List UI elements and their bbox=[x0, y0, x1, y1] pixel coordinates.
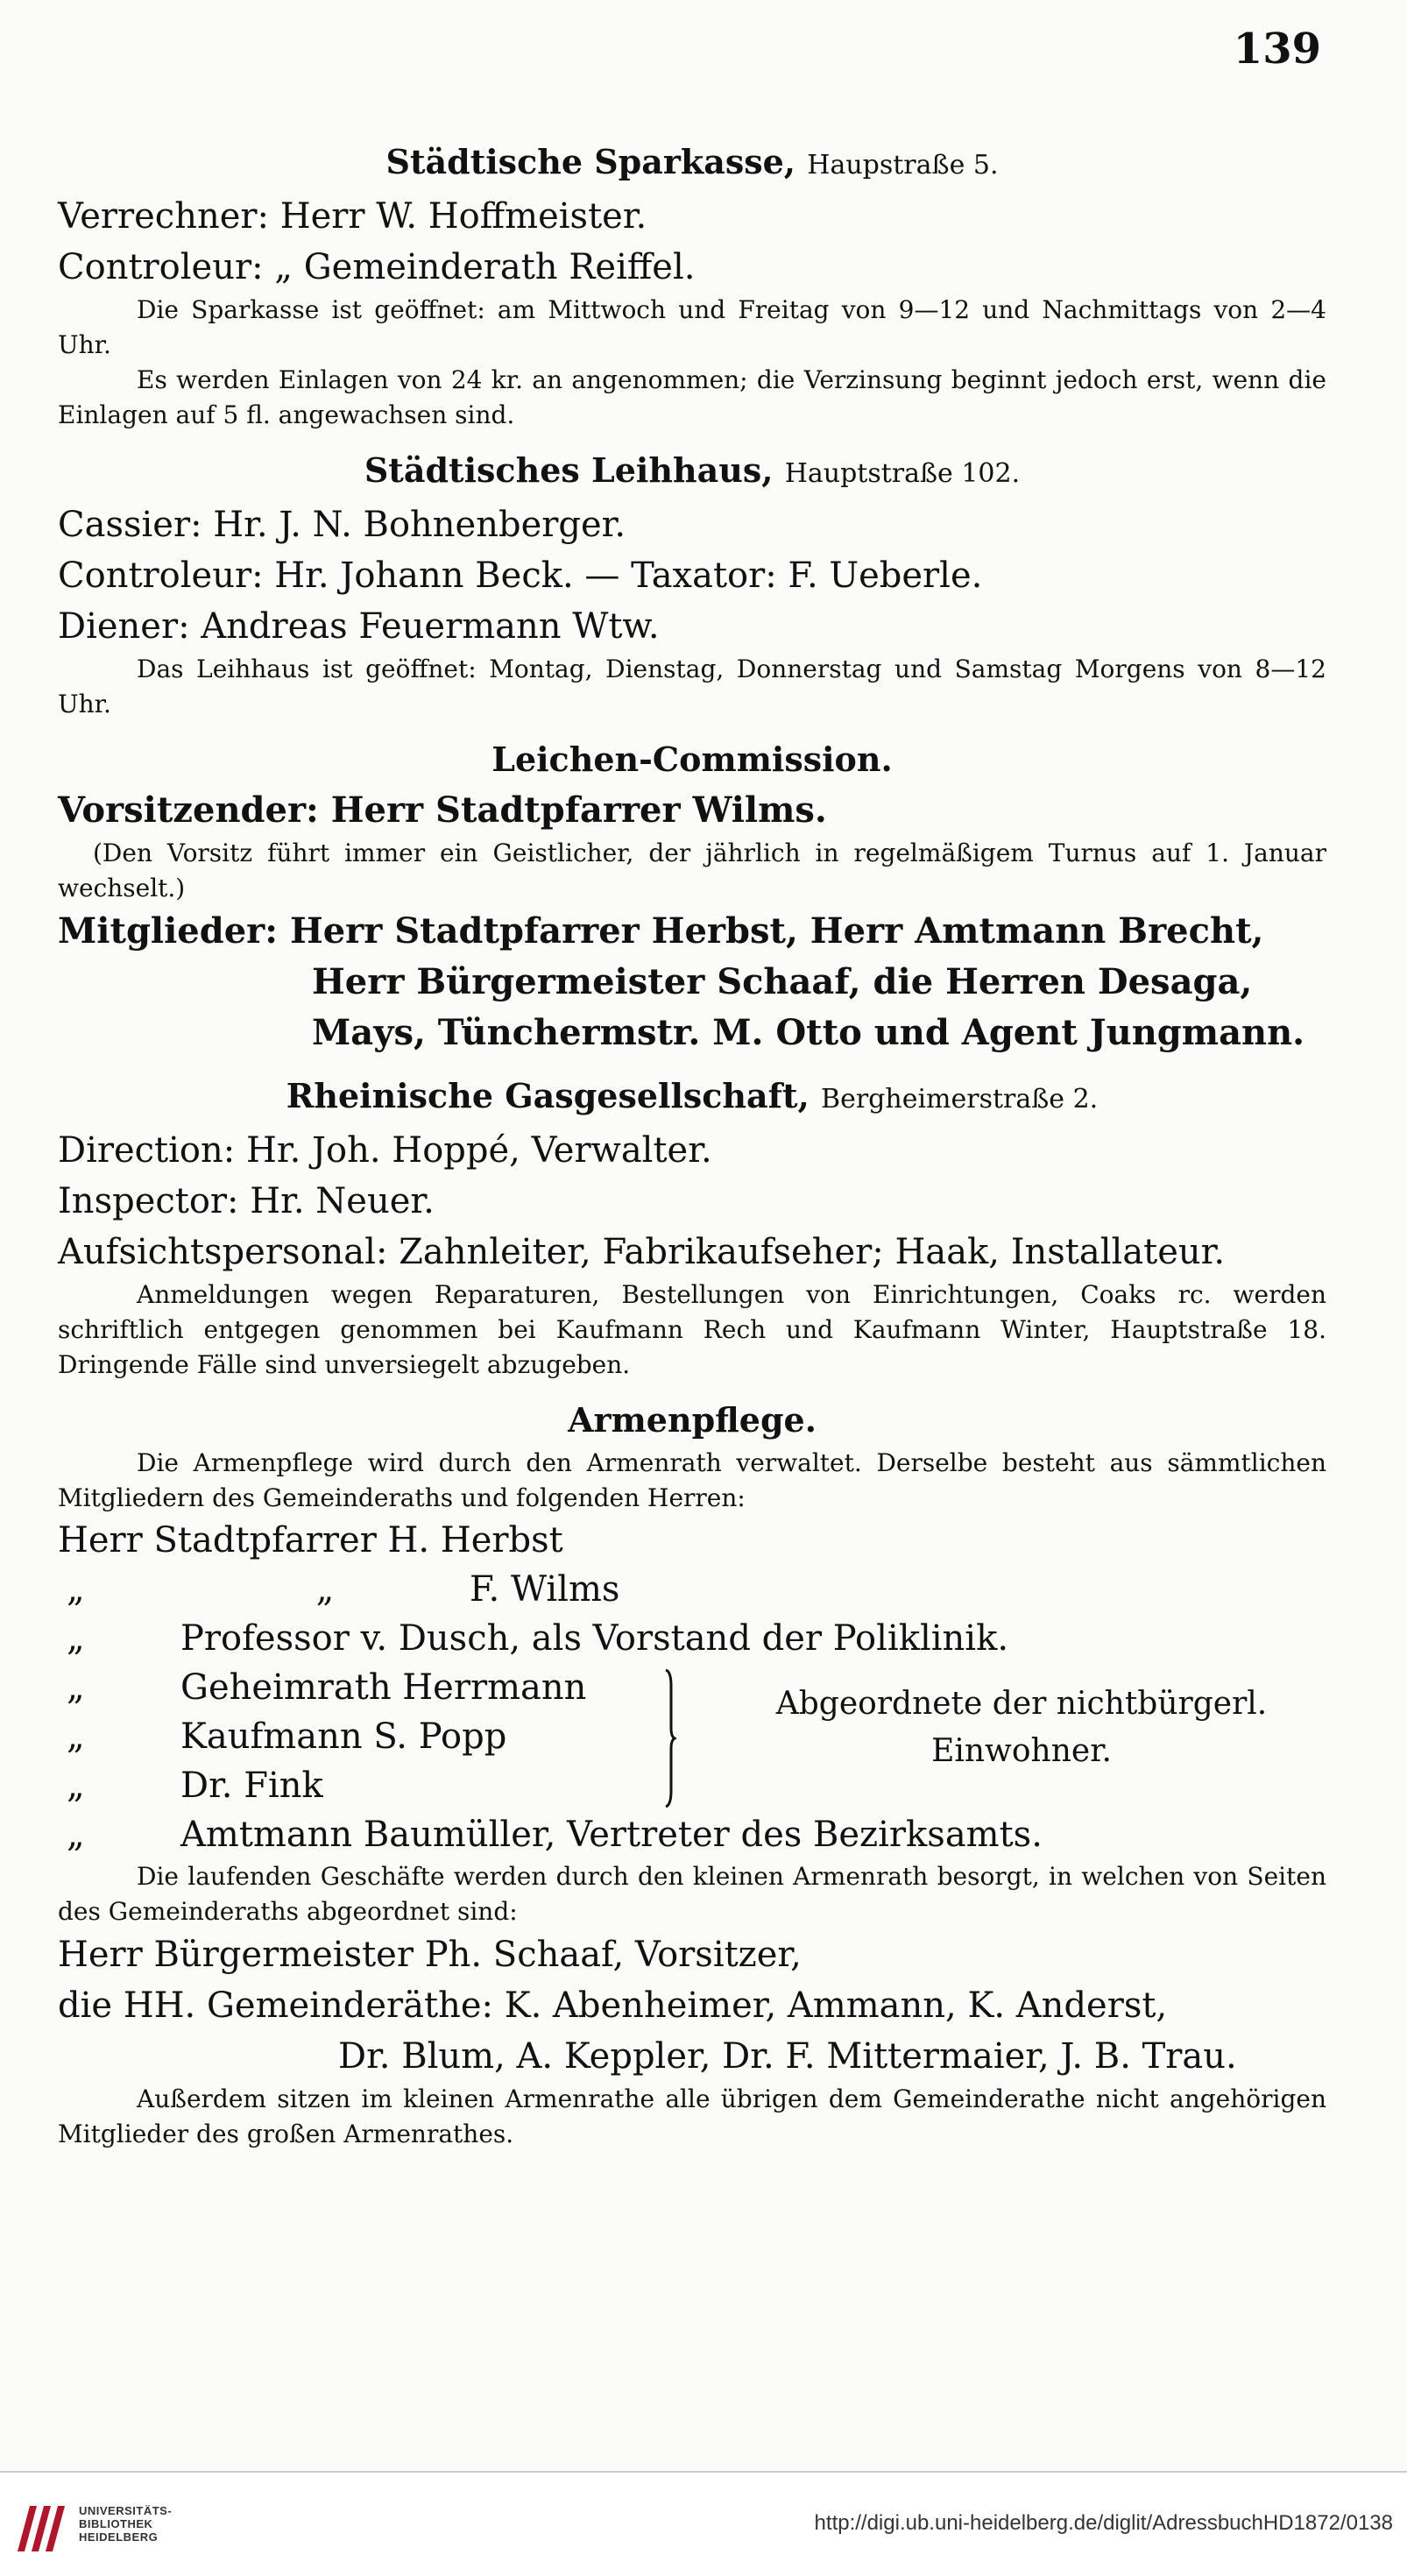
section-heading-leihhaus bbox=[58, 445, 1326, 499]
university-library-logo-icon bbox=[11, 2499, 72, 2557]
heading-title: Rheinische Gasgesellschaft, bbox=[286, 1076, 810, 1115]
armen-member: Amtmann Baumüller, Vertreter des Bezirksamts. bbox=[180, 1815, 1043, 1855]
armen-list-row bbox=[58, 1516, 1326, 1565]
heading-title: Armenpflege. bbox=[568, 1400, 817, 1440]
armen-member: Kaufmann S. Popp bbox=[180, 1716, 507, 1757]
ditto-mark: „ bbox=[67, 1569, 85, 1610]
armen-list-row bbox=[58, 1810, 1326, 1859]
gas-notice: Anmeldungen wegen Reparaturen, Bestellungen von Einrichtungen, Coaks rc. werden schriftlich entgegen genommen bei Kaufmann Rech und Kaufmann Winter, Hauptstraße 18. Dringende Fälle sind unversiegelt abzugeben. bbox=[58, 1280, 1326, 1379]
page-number: 139 bbox=[1233, 25, 1321, 74]
armen-list-row bbox=[58, 1565, 1326, 1614]
armen-member: Herr Stadtpfarrer H. Herbst bbox=[58, 1520, 563, 1560]
section-heading-leichen bbox=[58, 734, 1326, 785]
leihhaus-cassier: Cassier: Hr. J. N. Bohnenberger. bbox=[58, 505, 626, 545]
gas-aufsicht: Aufsichtspersonal: Zahnleiter, Fabrikaufseher; Haak, Installateur. bbox=[58, 1232, 1226, 1272]
ditto-mark: „ bbox=[67, 1716, 85, 1757]
armen-vorsitzer: Herr Bürgermeister Ph. Schaaf, Vorsitzer, bbox=[58, 1935, 802, 1975]
library-name-line: BIBLIOTHEK bbox=[79, 2517, 153, 2530]
ditto-mark: „ bbox=[67, 1766, 85, 1806]
sparkasse-controleur: Controleur: „ Gemeinderath Reiffel. bbox=[58, 247, 696, 287]
heading-title: Leichen-Commission. bbox=[491, 740, 893, 779]
heading-title: Städtische Sparkasse, bbox=[385, 142, 796, 181]
heading-title: Städtisches Leihhaus, bbox=[364, 450, 774, 490]
armen-member: Geheimrath Herrmann bbox=[180, 1667, 587, 1708]
leihhaus-diener: Diener: Andreas Feuermann Wtw. bbox=[58, 606, 660, 647]
leichen-note: (Den Vorsitz führt immer ein Geistlicher, der jährlich in regelmäßigem Turnus auf 1. Januar wechselt.) bbox=[58, 839, 1326, 902]
armen-list-row bbox=[58, 1761, 586, 1810]
leihhaus-hours: Das Leihhaus ist geöffnet: Montag, Dienstag, Donnerstag und Samstag Morgens von 8—12 Uhr. bbox=[58, 655, 1326, 718]
leichen-vorsitzender: Vorsitzender: Herr Stadtpfarrer Wilms. bbox=[58, 789, 827, 831]
ditto-mark: „ bbox=[67, 1815, 85, 1855]
sparkasse-deposits: Es werden Einlagen von 24 kr. an angenommen; die Verzinsung beginnt jedoch erst, wenn die Einlagen auf 5 fl. angewachsen sind. bbox=[58, 365, 1326, 429]
heading-address: Haupstraße 5. bbox=[807, 150, 999, 180]
sparkasse-verrechner: Verrechner: Herr W. Hoffmeister. bbox=[58, 196, 647, 237]
ditto-mark: „ bbox=[67, 1618, 85, 1659]
heading-address: Hauptstraße 102. bbox=[784, 458, 1021, 489]
armen-member: F. Wilms bbox=[470, 1569, 620, 1610]
section-heading-sparkasse bbox=[58, 137, 1326, 191]
curly-brace-icon bbox=[662, 1668, 676, 1808]
armen-list-row bbox=[58, 1614, 1326, 1663]
armen-gemeinderaethe-2: Dr. Blum, A. Keppler, Dr. F. Mittermaier, J. B. Trau. bbox=[338, 2036, 1237, 2077]
armen-delegates-group bbox=[58, 1663, 1326, 1810]
armen-gemeinderaethe-1: die HH. Gemeinderäthe: K. Abenheimer, Ammann, K. Anderst, bbox=[58, 1985, 1168, 2026]
page-content bbox=[58, 131, 1326, 2152]
library-name bbox=[79, 2504, 172, 2544]
ditto-mark: „ bbox=[67, 1667, 85, 1708]
heading-address: Bergheimerstraße 2. bbox=[821, 1084, 1099, 1115]
group-label bbox=[697, 1681, 1346, 1775]
sparkasse-hours: Die Sparkasse ist geöffnet: am Mittwoch und Freitag von 9—12 und Nachmittags von 2—4 Uhr. bbox=[58, 295, 1326, 359]
armen-list-row bbox=[58, 1712, 586, 1761]
leihhaus-controleur: Controleur: Hr. Johann Beck. — Taxator: F. Ueberle. bbox=[58, 556, 983, 596]
ditto-mark: „ bbox=[315, 1569, 335, 1610]
armen-list-row bbox=[58, 1663, 586, 1712]
armen-member: Professor v. Dusch, als Vorstand der Poliklinik. bbox=[180, 1618, 1009, 1659]
footer-bar bbox=[0, 2471, 1407, 2576]
leichen-mitglieder-2: Herr Bürgermeister Schaaf, die Herren Desaga, bbox=[312, 961, 1253, 1002]
armen-small-council: Die laufenden Geschäfte werden durch den kleinen Armenrath besorgt, in welchen von Seiten des Gemeinderaths abgeordnet sind: bbox=[58, 1862, 1326, 1926]
gas-direction: Direction: Hr. Joh. Hoppé, Verwalter. bbox=[58, 1130, 712, 1171]
section-heading-armen bbox=[58, 1395, 1326, 1446]
leichen-mitglieder-1: Mitglieder: Herr Stadtpfarrer Herbst, Herr Amtmann Brecht, bbox=[58, 910, 1264, 952]
section-heading-gas bbox=[58, 1071, 1326, 1125]
source-url-link[interactable]: http://digi.ub.uni-heidelberg.de/diglit/AdressbuchHD1872/0138 bbox=[814, 2511, 1393, 2535]
library-name-line: UNIVERSITÄTS- bbox=[79, 2504, 173, 2517]
group-label-line: Abgeordnete der nichtbürgerl. bbox=[775, 1686, 1268, 1722]
armen-closing: Außerdem sitzen im kleinen Armenrathe alle übrigen dem Gemeinderathe nicht angehörigen Mitglieder des großen Armenrathes. bbox=[58, 2084, 1326, 2148]
armen-member: Dr. Fink bbox=[180, 1766, 323, 1806]
group-label-line: Einwohner. bbox=[931, 1733, 1112, 1769]
leichen-mitglieder-3: Mays, Tünchermstr. M. Otto und Agent Jungmann. bbox=[312, 1012, 1305, 1053]
gas-inspector: Inspector: Hr. Neuer. bbox=[58, 1181, 435, 1221]
armen-intro: Die Armenpflege wird durch den Armenrath verwaltet. Derselbe besteht aus sämmtlichen Mitgliedern des Gemeinderaths und folgenden Herren: bbox=[58, 1448, 1326, 1512]
library-name-line: HEIDELBERG bbox=[79, 2530, 159, 2544]
